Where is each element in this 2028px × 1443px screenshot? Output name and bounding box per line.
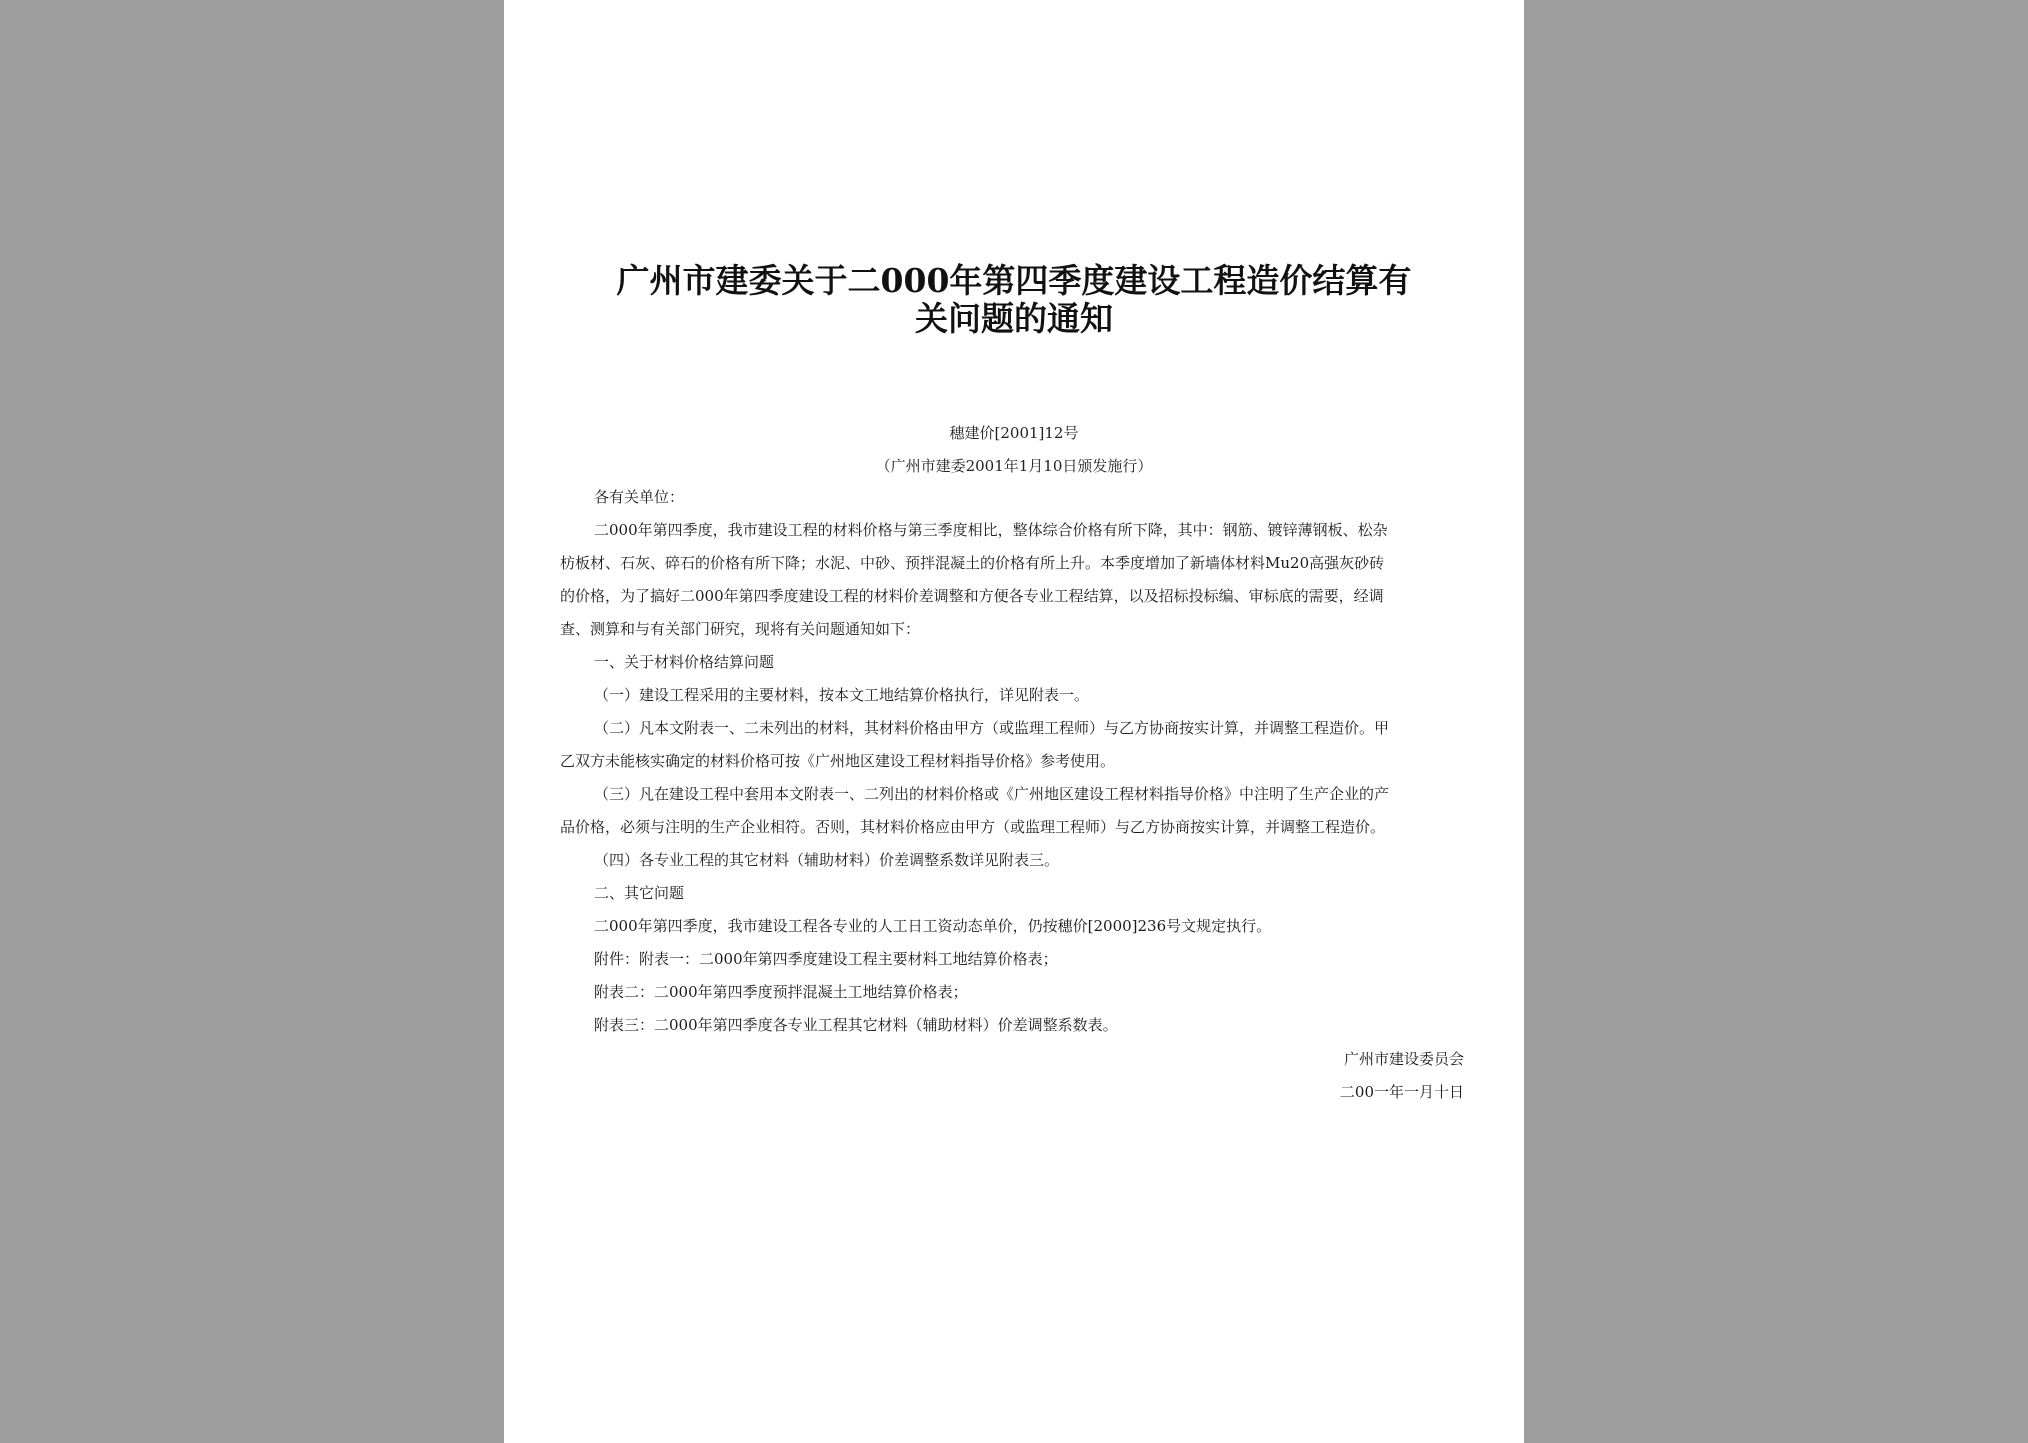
section-heading-1: 一、关于材料价格结算问题 <box>594 653 775 671</box>
attachment-1: 附件：附表一：二000年第四季度建设工程主要材料工地结算价格表； <box>594 950 1058 968</box>
attachment-2: 附表二：二000年第四季度预拌混凝土工地结算价格表； <box>594 983 968 1001</box>
body-line-2: 枋板材、石灰、碎石的价格有所下降；水泥、中砂、预拌混凝土的价格有所上升。本季度增加了新墙体材料Mu20高强灰砂砖 <box>560 554 1385 572</box>
body-line-4: 查、测算和与有关部门研究，现将有关问题通知如下： <box>560 620 921 638</box>
issue-note: （广州市建委2001年1月10日颁发施行） <box>875 457 1153 475</box>
item-2-line-2: 乙双方未能核实确定的材料价格可按《广州地区建设工程材料指导价格》参考使用。 <box>560 752 1116 770</box>
body-line-1: 二000年第四季度，我市建设工程的材料价格与第三季度相比，整体综合价格有所下降，其中：钢筋、镀锌薄钢板、松杂 <box>594 521 1388 539</box>
signature: 广州市建设委员会 <box>1343 1050 1464 1068</box>
date: 二00一年一月十日 <box>1339 1083 1464 1101</box>
document-page <box>504 0 1524 1443</box>
item-1: （一）建设工程采用的主要材料，按本文工地结算价格执行，详见附表一。 <box>594 686 1090 704</box>
attachment-3: 附表三：二000年第四季度各专业工程其它材料（辅助材料）价差调整系数表。 <box>594 1016 1118 1034</box>
title-line-2: 关问题的通知 <box>915 299 1113 338</box>
document-title <box>574 262 1454 338</box>
title-line-1: 广州市建委关于二000年第四季度建设工程造价结算有 <box>616 261 1412 300</box>
item-3-line-1: （三）凡在建设工程中套用本文附表一、二列出的材料价格或《广州地区建设工程材料指导价格》中注明了生产企业的产 <box>594 785 1390 803</box>
item-4: （四）各专业工程的其它材料（辅助材料）价差调整系数详见附表三。 <box>594 851 1060 869</box>
section-heading-2: 二、其它问题 <box>594 884 685 902</box>
item-3-line-2: 品价格，必须与注明的生产企业相符。否则，其材料价格应由甲方（或监理工程师）与乙方协商按实计算，并调整工程造价。 <box>560 818 1386 836</box>
document-number: 穗建价[2001]12号 <box>949 424 1079 442</box>
item-2-line-1: （二）凡本文附表一、二未列出的材料，其材料价格由甲方（或监理工程师）与乙方协商按实计算，并调整工程造价。甲 <box>594 719 1390 737</box>
body-line-3: 的价格，为了搞好二000年第四季度建设工程的材料价差调整和方便各专业工程结算，以及招标投标编、审标底的需要，经调 <box>560 587 1384 605</box>
salutation: 各有关单位： <box>594 488 685 506</box>
section-2-text: 二000年第四季度，我市建设工程各专业的人工日工资动态单价，仍按穗价[2000]236号文规定执行。 <box>594 917 1272 935</box>
